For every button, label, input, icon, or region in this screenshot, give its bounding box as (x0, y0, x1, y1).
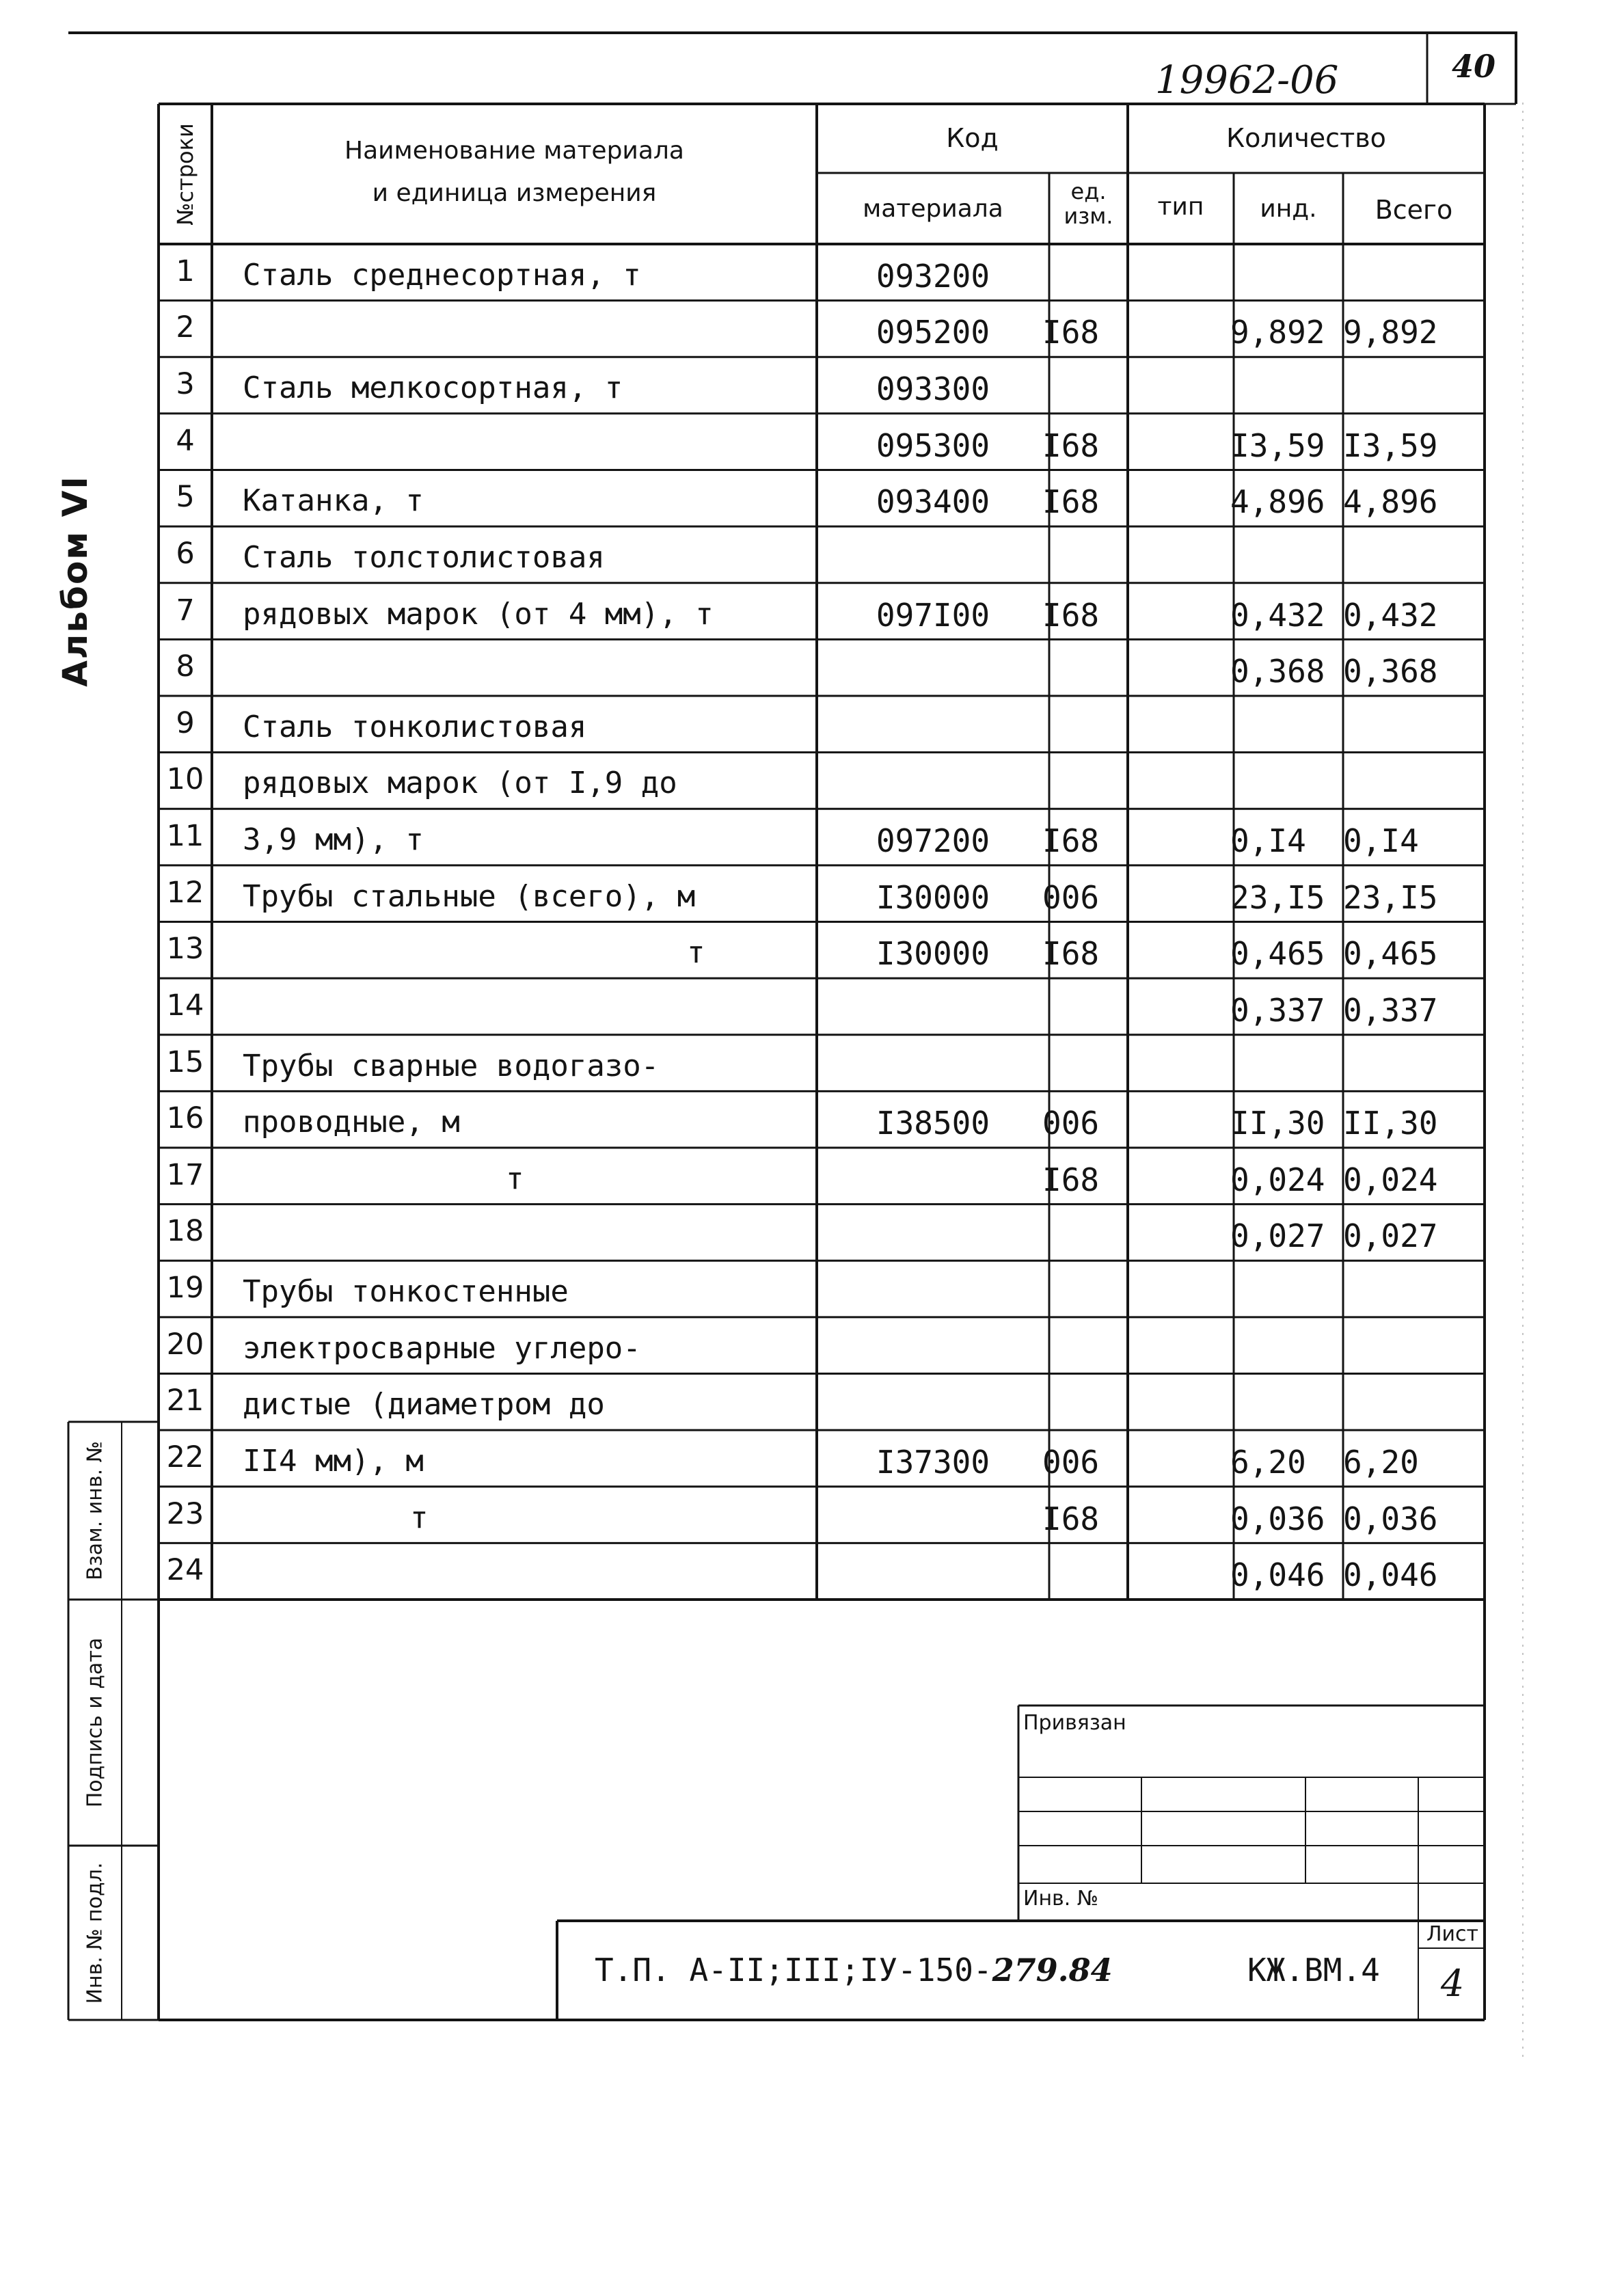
quantity-header: Количество (1226, 123, 1386, 153)
qty-total: 0,024 (1343, 1161, 1438, 1198)
qty-total: 0,432 (1343, 596, 1438, 634)
row-number: 6 (176, 536, 195, 571)
name-header-line1: Наименование материала (344, 137, 684, 165)
material-name: проводные, м (243, 1105, 460, 1140)
designation-hand: 279.84 (992, 1952, 1113, 1988)
material-name: Сталь среднесортная, т (243, 257, 641, 293)
row-number: 3 (176, 367, 195, 402)
qty-total: 0,046 (1343, 1556, 1438, 1594)
qty-ind: 0,036 (1230, 1500, 1325, 1537)
material-name: II4 мм), м (243, 1443, 424, 1479)
podpis-cell (68, 1600, 122, 1846)
qty-ind: 9,892 (1230, 314, 1325, 351)
qty-total: 0,027 (1343, 1217, 1438, 1255)
material-name: электросварные углеро- (243, 1330, 641, 1366)
qty-total: I3,59 (1343, 427, 1438, 464)
unit-code: I68 (1042, 822, 1100, 860)
material-name: т (506, 1161, 524, 1196)
unit-code: I68 (1042, 596, 1100, 634)
qty-total: 0,036 (1343, 1500, 1438, 1537)
material-name: 3,9 мм), т (243, 822, 424, 858)
row-number: 17 (166, 1157, 204, 1192)
row-number: 24 (166, 1553, 204, 1588)
qty-type-header: тип (1157, 193, 1204, 221)
album-label-wrap (41, 475, 109, 687)
row-number: 18 (166, 1214, 204, 1249)
material-code: 097200 (876, 822, 990, 860)
qty-total: 0,465 (1343, 935, 1438, 973)
code-unit-header: ед. изм. (1064, 178, 1113, 229)
page-number: 40 (1452, 48, 1496, 85)
unit-code: I68 (1042, 314, 1100, 351)
material-name: т (410, 1500, 429, 1535)
privyazan-label: Привязан (1023, 1711, 1126, 1735)
material-code: 093400 (876, 483, 990, 521)
unit-code: I68 (1042, 427, 1100, 464)
qty-ind: 6,20 (1230, 1443, 1306, 1481)
material-name: Трубы стальные (всего), м (243, 878, 696, 914)
material-name: т (687, 935, 705, 971)
material-code: I37300 (876, 1443, 990, 1481)
designation-prefix: Т.П. А-II;III;IУ-150- (595, 1952, 992, 1988)
podpis-label: Подпись и дата (83, 1637, 107, 1808)
qty-ind: 0,046 (1230, 1556, 1325, 1594)
inv-podl-cell (68, 1846, 122, 2020)
row-number: 11 (166, 819, 204, 854)
material-code: I38500 (876, 1105, 990, 1142)
row-number: 5 (176, 480, 195, 515)
row-number: 21 (166, 1384, 204, 1418)
row-number: 14 (166, 988, 204, 1023)
vzam-inv-cell (68, 1422, 122, 1600)
row-number: 1 (176, 254, 195, 288)
material-name: рядовых марок (от 4 мм), т (243, 596, 714, 632)
row-number: 9 (176, 705, 195, 740)
material-name: Сталь толстолистовая (243, 539, 605, 575)
qty-total: II,30 (1343, 1105, 1438, 1142)
qty-ind: 0,I4 (1230, 822, 1306, 860)
material-code: 095200 (876, 314, 990, 351)
qty-total: 0,337 (1343, 991, 1438, 1029)
list-label: Лист (1426, 1922, 1479, 1946)
unit-code: I68 (1042, 935, 1100, 973)
row-number: 7 (176, 593, 195, 628)
unit-code: I68 (1042, 1161, 1100, 1198)
qty-ind: 0,368 (1230, 653, 1325, 690)
qty-ind-header: инд. (1260, 195, 1317, 223)
vzam-inv-label: Взам. инв. № (83, 1441, 107, 1580)
qty-ind: 23,I5 (1230, 878, 1325, 916)
material-name: дистые (диаметром до (243, 1387, 605, 1423)
row-number: 19 (166, 1271, 204, 1306)
qty-total-header: Всего (1375, 195, 1453, 225)
row-number: 8 (176, 649, 195, 684)
code-header: Код (946, 123, 999, 153)
unit-code: 006 (1042, 1443, 1100, 1481)
qty-ind: 0,024 (1230, 1161, 1325, 1198)
qty-ind: 0,432 (1230, 596, 1325, 634)
code-material-header: материала (863, 195, 1003, 223)
material-name: Трубы тонкостенные (243, 1274, 569, 1310)
material-code: I30000 (876, 878, 990, 916)
unit-code: 006 (1042, 1105, 1100, 1142)
material-name: Сталь тонколистовая (243, 709, 587, 744)
qty-ind: 0,337 (1230, 991, 1325, 1029)
row-number: 20 (166, 1327, 204, 1362)
name-header-line2: и единица измерения (372, 179, 657, 207)
row-number: 4 (176, 423, 195, 458)
qty-total: 0,I4 (1343, 822, 1419, 860)
unit-code: 006 (1042, 878, 1100, 916)
material-code: 093200 (876, 257, 990, 295)
material-name: Трубы сварные водогазо- (243, 1048, 660, 1083)
material-name: Сталь мелкосортная, т (243, 370, 623, 406)
inv-podl-label: Инв. № подл. (83, 1862, 107, 2004)
material-code: I30000 (876, 935, 990, 973)
material-code: 095300 (876, 427, 990, 464)
qty-ind: 0,027 (1230, 1217, 1325, 1255)
material-code: 093300 (876, 370, 990, 408)
designation (595, 1952, 1113, 1988)
row-number: 13 (166, 932, 204, 967)
material-name: Катанка, т (243, 483, 424, 519)
row-number: 10 (166, 762, 204, 797)
album-label: Альбом VI (55, 475, 95, 687)
qty-total: 9,892 (1343, 314, 1438, 351)
qty-ind: II,30 (1230, 1105, 1325, 1142)
qty-total: 6,20 (1343, 1443, 1419, 1481)
sheet-code: КЖ.ВМ.4 (1247, 1952, 1380, 1988)
row-number: 2 (176, 310, 195, 345)
qty-total: 23,I5 (1343, 878, 1438, 916)
doc-number: 19962-06 (1155, 58, 1339, 103)
inv-no-label: Инв. № (1023, 1887, 1099, 1911)
unit-code: I68 (1042, 483, 1100, 521)
row-number: 16 (166, 1101, 204, 1136)
qty-ind: 0,465 (1230, 935, 1325, 973)
row-number: 12 (166, 875, 204, 910)
unit-code: I68 (1042, 1500, 1100, 1537)
row-number: 22 (166, 1440, 204, 1474)
row-number-header: №строки (172, 122, 198, 226)
qty-total: 4,896 (1343, 483, 1438, 521)
material-name: рядовых марок (от I,9 до (243, 766, 677, 801)
list-number: 4 (1440, 1962, 1465, 2005)
row-number: 23 (166, 1496, 204, 1531)
qty-ind: I3,59 (1230, 427, 1325, 464)
qty-ind: 4,896 (1230, 483, 1325, 521)
row-number: 15 (166, 1044, 204, 1079)
qty-total: 0,368 (1343, 653, 1438, 690)
material-code: 097I00 (876, 596, 990, 634)
